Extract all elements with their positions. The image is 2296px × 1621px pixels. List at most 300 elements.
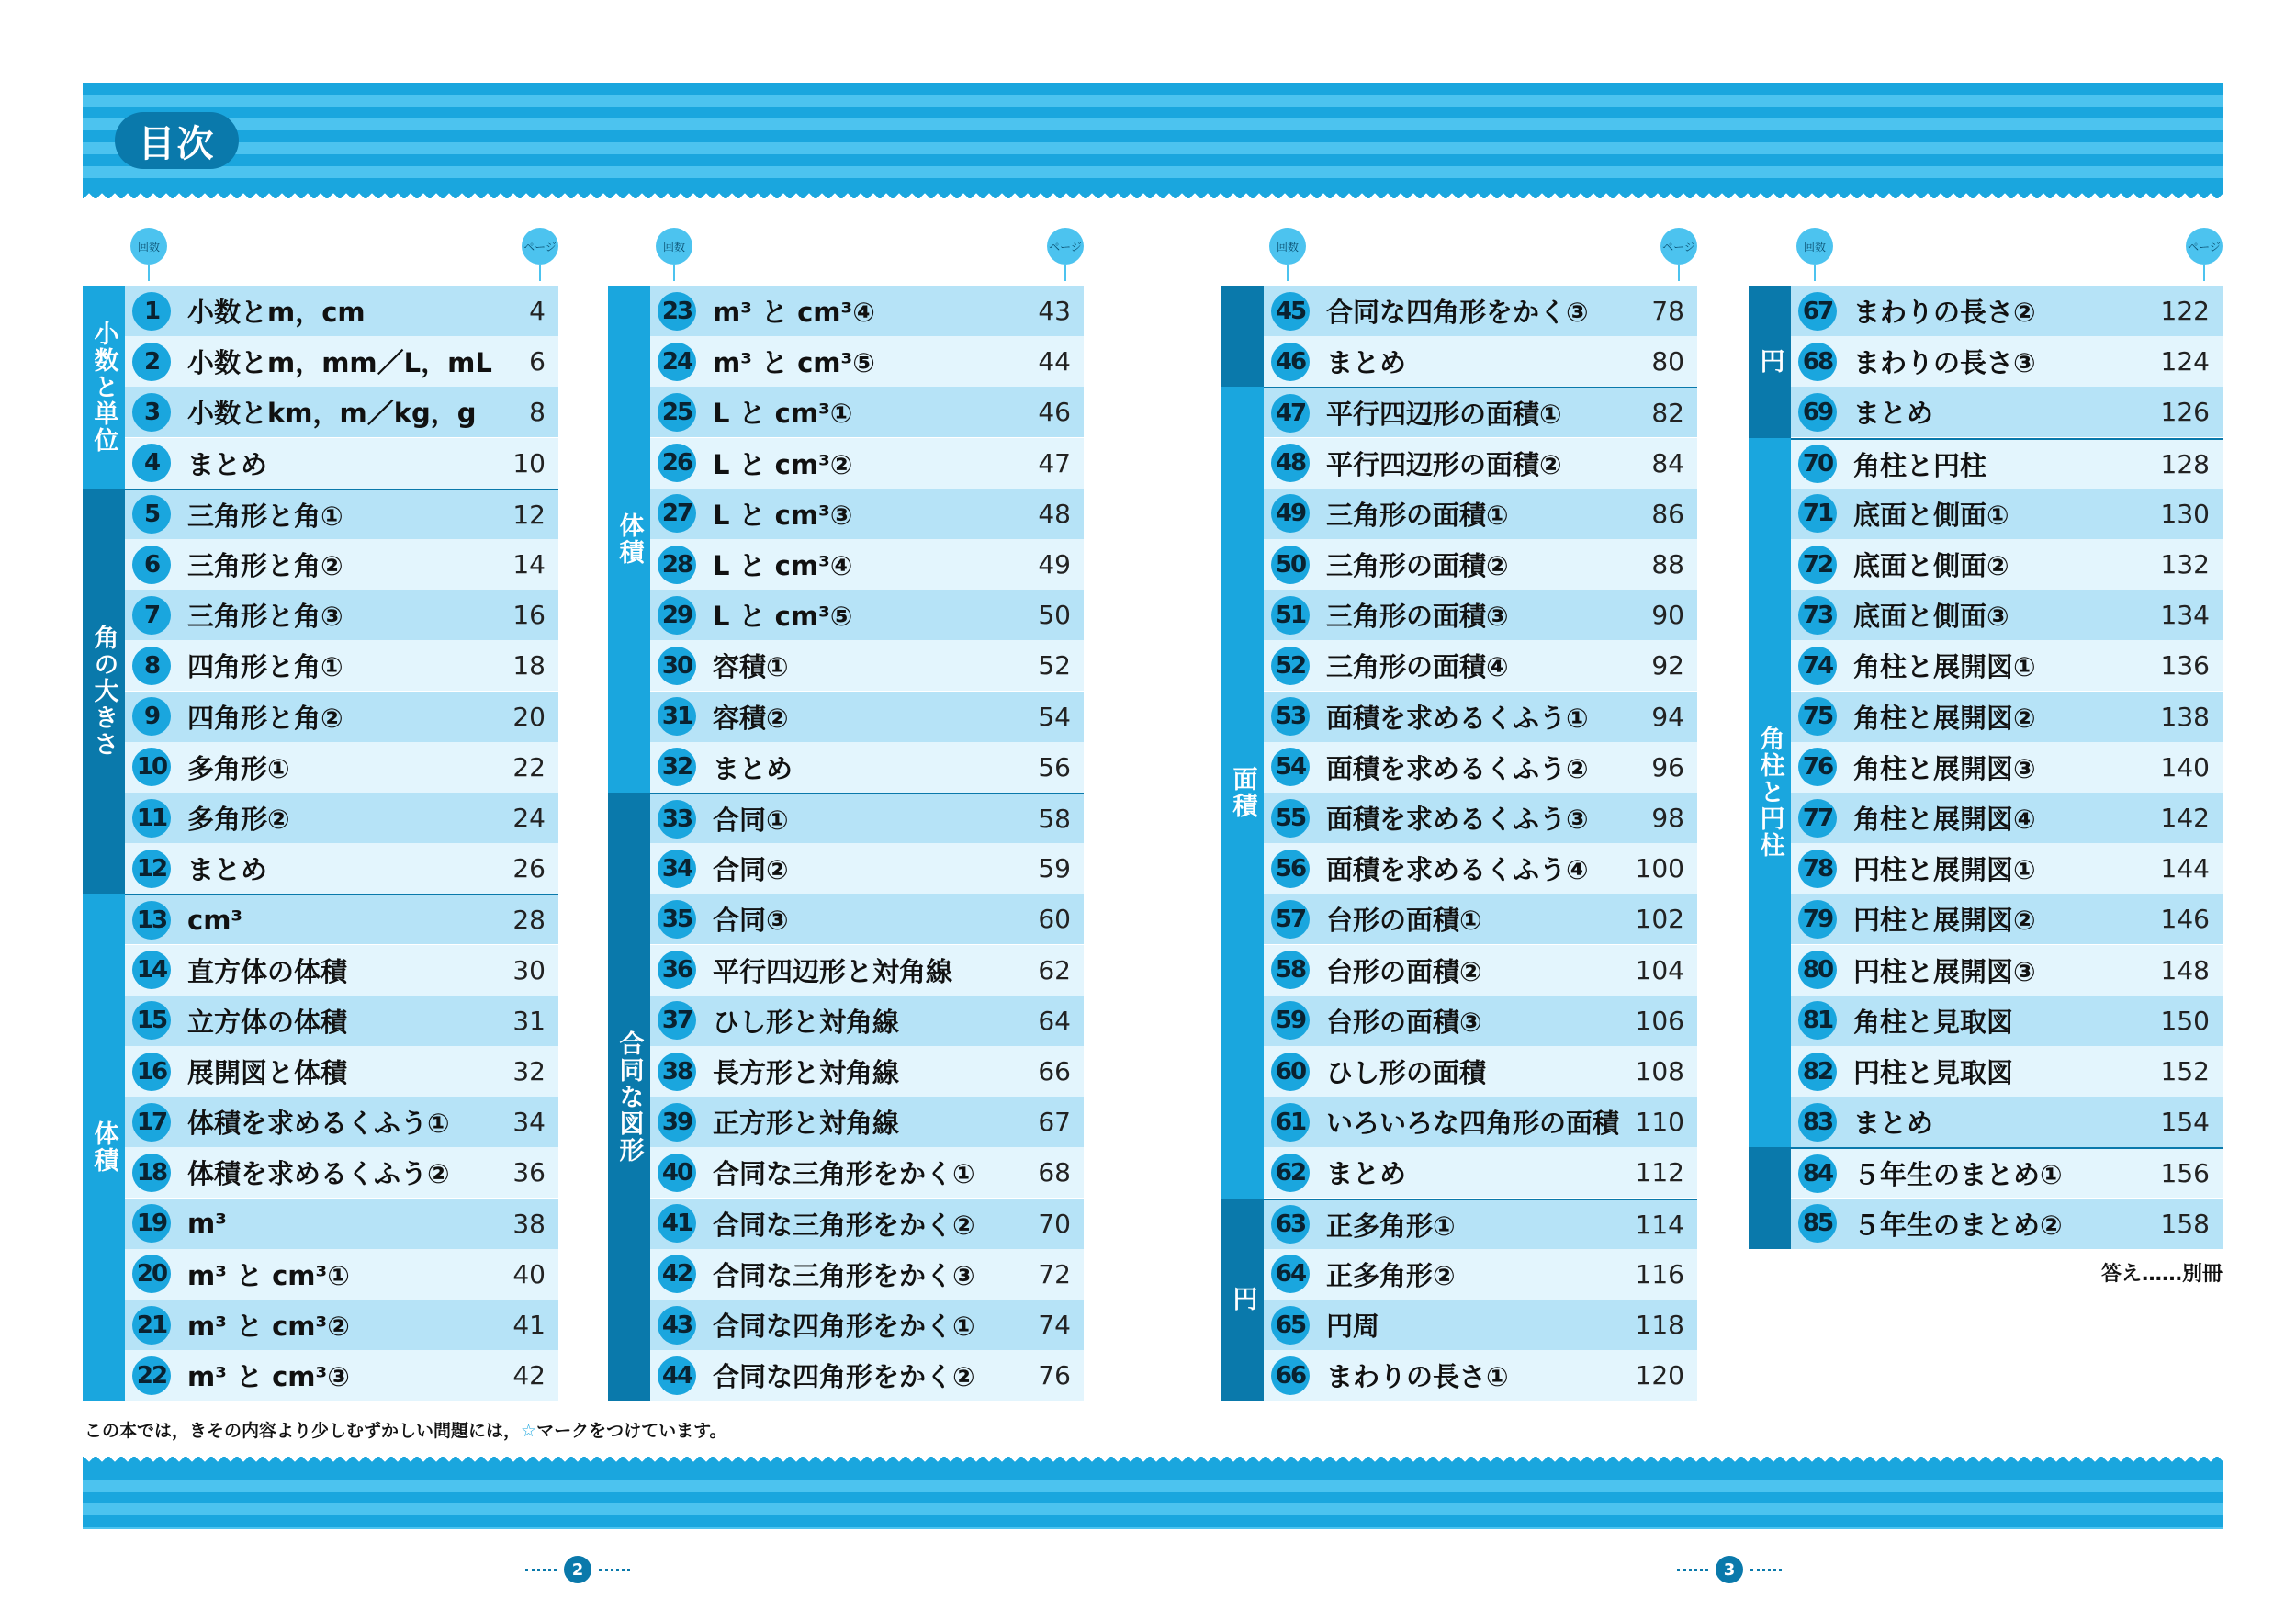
page-ref: 62 (1038, 954, 1071, 985)
lesson-title: 四角形と角② (187, 702, 343, 734)
toc-row (125, 1300, 558, 1350)
lesson-title: ひし形の面積 (1326, 1057, 1487, 1088)
lesson-title: まとめ (187, 448, 268, 480)
page-ref: 150 (2160, 1005, 2210, 1036)
toc-row (1264, 1350, 1697, 1401)
toc-row (1264, 1199, 1697, 1249)
toc-row (650, 692, 1084, 742)
page-number-right (1677, 1556, 1782, 1583)
page-ref: 50 (1038, 600, 1071, 631)
lesson-title: 平行四辺形の面積② (1326, 448, 1562, 480)
toc-row (1791, 387, 2223, 437)
count-header-marker (1269, 228, 1306, 281)
lesson-number: 1 (132, 292, 171, 331)
lesson-number: 38 (658, 1053, 696, 1091)
toc-row (125, 286, 558, 336)
toc-row (1264, 1249, 1697, 1300)
lesson-title: 面積を求めるくふう① (1326, 702, 1589, 734)
lesson-title: 多角形① (187, 752, 290, 784)
lesson-number: 62 (1271, 1154, 1310, 1192)
section-label (83, 286, 125, 489)
page-ref: 110 (1635, 1107, 1684, 1138)
page-header-marker (2186, 228, 2223, 281)
page-ref: 88 (1651, 549, 1684, 580)
lesson-title: L と cm³④ (713, 550, 853, 581)
page-ref: 10 (512, 447, 546, 478)
lesson-number: 33 (658, 800, 696, 839)
page-number: 3 (1716, 1556, 1743, 1583)
page-ref: 108 (1635, 1056, 1684, 1086)
lesson-number: 49 (1271, 494, 1310, 533)
page-ref: 67 (1038, 1107, 1071, 1138)
page-ref: 46 (1038, 397, 1071, 428)
lesson-title: ５年生のまとめ① (1853, 1159, 2063, 1191)
page-ref: 56 (1038, 751, 1071, 782)
lesson-title: 体積を求めるくふう① (187, 1108, 450, 1140)
page-ref: 156 (2160, 1158, 2210, 1189)
lesson-number: 75 (1798, 697, 1837, 736)
toc-row (125, 742, 558, 793)
page-ref: 22 (512, 751, 546, 782)
lesson-title: 平行四辺形の面積① (1326, 399, 1562, 431)
toc-row (650, 894, 1084, 944)
page-header-marker (522, 228, 558, 281)
toc-row (125, 945, 558, 996)
page-ref: 124 (2160, 346, 2210, 377)
lesson-title: 角柱と見取図 (1853, 1006, 2014, 1038)
lesson-title: 立方体の体積 (187, 1006, 348, 1038)
toc-row (1791, 640, 2223, 691)
toc-row (125, 843, 558, 894)
toc-row (650, 996, 1084, 1046)
toc-row (125, 438, 558, 489)
lesson-number: 28 (658, 546, 696, 584)
page-ref: 132 (2160, 549, 2210, 580)
toc-row (1791, 1199, 2223, 1249)
page-ref: 12 (512, 499, 546, 530)
toc-row (650, 438, 1084, 489)
page-ref: 100 (1635, 853, 1684, 884)
lesson-number: 37 (658, 1001, 696, 1040)
lesson-title: m³ と cm³⑤ (713, 347, 875, 379)
lesson-title: 面積を求めるくふう② (1326, 752, 1589, 784)
lesson-title: 展開図と体積 (187, 1057, 348, 1088)
toc-row (125, 1147, 558, 1198)
page-header: ページ (2186, 228, 2223, 265)
lesson-number: 81 (1798, 1001, 1837, 1040)
page-ref: 72 (1038, 1258, 1071, 1289)
page-ref: 114 (1635, 1209, 1684, 1240)
lesson-title: いろいろな四角形の面積 (1326, 1108, 1620, 1140)
toc-row (1264, 1147, 1697, 1198)
lesson-title: まわりの長さ① (1326, 1361, 1509, 1393)
toc-row (1791, 1097, 2223, 1147)
section-label (1749, 286, 1791, 438)
count-header-marker (130, 228, 167, 281)
lesson-title: L と cm³② (713, 448, 853, 480)
lesson-number: 65 (1271, 1306, 1310, 1345)
lesson-title: 多角形② (187, 804, 290, 835)
lesson-number: 5 (132, 495, 171, 534)
page-ref: 24 (512, 803, 546, 833)
lesson-number: 74 (1798, 647, 1837, 685)
lesson-title: L と cm³③ (713, 499, 853, 531)
page-number: 2 (564, 1556, 591, 1583)
section-label-text: 小数と単位 (89, 320, 118, 454)
lesson-number: 54 (1271, 748, 1310, 786)
page-ref: 64 (1038, 1005, 1071, 1036)
page-ref: 106 (1635, 1005, 1684, 1036)
lesson-number: 63 (1271, 1205, 1310, 1244)
toc-row (650, 945, 1084, 996)
page-ref: 34 (512, 1107, 546, 1138)
lesson-number: 52 (1271, 647, 1310, 685)
toc-row (1791, 742, 2223, 793)
page-ref: 43 (1038, 296, 1071, 326)
lesson-title: 正多角形① (1326, 1210, 1456, 1242)
lesson-title: 角柱と円柱 (1853, 449, 1987, 481)
page-ref: 144 (2160, 853, 2210, 884)
section-label-text: 体積 (614, 512, 644, 566)
page-ref: 49 (1038, 549, 1071, 580)
toc-row (650, 1300, 1084, 1350)
lesson-number: 51 (1271, 596, 1310, 635)
lesson-title: L と cm³⑤ (713, 601, 853, 633)
lesson-number: 85 (1798, 1204, 1837, 1243)
lesson-title: まわりの長さ② (1853, 297, 2036, 328)
toc-row (125, 793, 558, 843)
lesson-number: 10 (132, 748, 171, 786)
toc-row (650, 590, 1084, 640)
page-ref: 154 (2160, 1107, 2210, 1138)
page-ref: 28 (512, 905, 546, 936)
section-label (1221, 387, 1264, 1198)
page-ref: 68 (1038, 1157, 1071, 1188)
page-ref: 120 (1635, 1360, 1684, 1391)
page-title: 目次 (115, 112, 239, 169)
toc-row (1791, 539, 2223, 590)
page-ref: 36 (512, 1157, 546, 1188)
lesson-number: 2 (132, 343, 171, 381)
toc-row (125, 996, 558, 1046)
lesson-number: 66 (1271, 1356, 1310, 1395)
lesson-title: m³ と cm³② (187, 1311, 350, 1342)
lesson-number: 40 (658, 1154, 696, 1192)
lesson-number: 44 (658, 1356, 696, 1395)
toc-row (1264, 945, 1697, 996)
star-icon: ☆ (521, 1421, 537, 1441)
page-ref: 41 (512, 1310, 546, 1340)
lesson-title: まとめ (1326, 347, 1407, 379)
section-label (1749, 1147, 1791, 1248)
toc-row (1264, 742, 1697, 793)
page-ref: 52 (1038, 650, 1071, 681)
lesson-number: 43 (658, 1306, 696, 1345)
page-ref: 96 (1651, 751, 1684, 782)
lesson-number: 79 (1798, 900, 1837, 939)
toc-row (1264, 336, 1697, 387)
page-ref: 128 (2160, 448, 2210, 479)
lesson-title: 正多角形② (1326, 1259, 1456, 1291)
lesson-title: 正方形と対角線 (713, 1108, 900, 1140)
lesson-title: 面積を求めるくふう④ (1326, 854, 1589, 886)
page-ref: 16 (512, 600, 546, 631)
page-header-marker (1047, 228, 1084, 281)
footer-note-text: この本では，きその内容より少しむずかしい問題には， (84, 1421, 522, 1441)
section-label (83, 489, 125, 895)
lesson-title: 四角形と角① (187, 651, 343, 683)
lesson-number: 46 (1271, 343, 1310, 381)
toc-row (125, 1046, 558, 1097)
page-ref: 118 (1635, 1310, 1684, 1340)
lesson-number: 22 (132, 1356, 171, 1395)
page-number-left (525, 1556, 630, 1583)
section-label-text: 面積 (1228, 765, 1257, 819)
page-ref: 134 (2160, 600, 2210, 631)
lesson-title: 台形の面積① (1326, 905, 1482, 937)
lesson-number: 7 (132, 596, 171, 635)
toc-row (125, 336, 558, 387)
lesson-number: 82 (1798, 1053, 1837, 1091)
lesson-title: 三角形と角② (187, 550, 343, 581)
footer-note (84, 1417, 727, 1442)
lesson-title: 平行四辺形と対角線 (713, 955, 953, 987)
lesson-title: 角柱と展開図① (1853, 651, 2036, 683)
toc-row (1264, 286, 1697, 336)
toc-row (1264, 489, 1697, 539)
lesson-number: 24 (658, 343, 696, 381)
lesson-number: 31 (658, 697, 696, 736)
lesson-number: 3 (132, 393, 171, 432)
lesson-number: 47 (1271, 394, 1310, 433)
page-ref: 26 (512, 853, 546, 884)
lesson-number: 50 (1271, 546, 1310, 584)
section-label (1749, 438, 1791, 1148)
section-label-text: 円 (1228, 1286, 1257, 1313)
lesson-number: 77 (1798, 799, 1837, 838)
lesson-title: 三角形の面積② (1326, 550, 1509, 581)
toc-row (1791, 1046, 2223, 1097)
lesson-title: 体積を求めるくふう② (187, 1158, 450, 1190)
page-ref: 78 (1651, 296, 1684, 326)
lesson-number: 58 (1271, 951, 1310, 989)
lesson-title: 直方体の体積 (187, 955, 348, 987)
lesson-title: 合同な四角形をかく① (713, 1311, 975, 1342)
lesson-title: 小数とkm，m／kg，g (187, 398, 477, 430)
lesson-title: 三角形の面積① (1326, 499, 1509, 531)
section-label-text: 合同な図形 (614, 1030, 644, 1164)
lesson-number: 84 (1798, 1154, 1837, 1193)
toc-row (1264, 1300, 1697, 1350)
lesson-number: 78 (1798, 850, 1837, 888)
toc-row (650, 742, 1084, 793)
count-header: 回数 (1269, 228, 1306, 265)
lesson-number: 18 (132, 1154, 171, 1192)
page-ref: 104 (1635, 954, 1684, 985)
lesson-number: 25 (658, 393, 696, 432)
lesson-title: 合同な三角形をかく② (713, 1209, 975, 1241)
lesson-number: 60 (1271, 1053, 1310, 1091)
section-label-text: 角の大きさ (89, 625, 118, 759)
lesson-number: 27 (658, 494, 696, 533)
lesson-title: まとめ (187, 854, 268, 886)
lesson-title: 底面と側面② (1853, 550, 2009, 581)
lesson-number: 11 (132, 799, 171, 838)
lesson-number: 67 (1798, 292, 1837, 331)
lesson-number: 41 (658, 1204, 696, 1243)
lesson-number: 20 (132, 1255, 171, 1293)
toc-row (1791, 336, 2223, 387)
page-ref: 54 (1038, 701, 1071, 732)
page-header-marker (1660, 228, 1697, 281)
lesson-title: m³ と cm³④ (713, 297, 875, 328)
lesson-title: 円柱と展開図② (1853, 905, 2036, 937)
lesson-number: 56 (1271, 850, 1310, 888)
toc-row (1791, 945, 2223, 996)
toc-row (125, 590, 558, 640)
bottom-stripe-band (83, 1468, 2223, 1529)
section-label-text: 体積 (89, 1120, 118, 1175)
lesson-number: 29 (658, 596, 696, 635)
page-ref: 158 (2160, 1208, 2210, 1239)
lesson-number: 39 (658, 1103, 696, 1142)
toc-row (1791, 438, 2223, 489)
page-ref: 4 (529, 296, 546, 326)
toc-row (650, 1350, 1084, 1401)
lesson-number: 12 (132, 850, 171, 888)
toc-row (650, 539, 1084, 590)
page-ref: 48 (1038, 498, 1071, 529)
page-ref: 40 (512, 1258, 546, 1289)
lesson-number: 34 (658, 850, 696, 888)
toc-row (1791, 489, 2223, 539)
lesson-number: 70 (1798, 445, 1837, 483)
section-label-text: 角柱と円柱 (1755, 726, 1784, 860)
page-ref: 8 (529, 397, 546, 428)
count-header: 回数 (130, 228, 167, 265)
toc-row (1264, 640, 1697, 691)
lesson-title: 台形の面積② (1326, 955, 1482, 987)
toc-row (1264, 387, 1697, 437)
lesson-title: まとめ (1853, 398, 1934, 430)
toc-row (1791, 590, 2223, 640)
page-ref: 42 (512, 1360, 546, 1391)
section-label (1221, 1199, 1264, 1401)
section-label (608, 793, 650, 1401)
lesson-title: 合同② (713, 854, 789, 886)
lesson-title: 合同③ (713, 905, 789, 937)
page-ref: 146 (2160, 904, 2210, 935)
lesson-title: 合同な三角形をかく③ (713, 1259, 975, 1291)
lesson-title: m³ と cm³① (187, 1259, 350, 1291)
toc-row (650, 336, 1084, 387)
section-label (1221, 286, 1264, 387)
toc-row (1264, 590, 1697, 640)
toc-row (1264, 1097, 1697, 1147)
toc-row (650, 843, 1084, 894)
toc-row (650, 1249, 1084, 1300)
toc-row (650, 387, 1084, 437)
page-ref: 38 (512, 1208, 546, 1239)
page-ref: 66 (1038, 1056, 1071, 1086)
lesson-title: 角柱と展開図④ (1853, 804, 2036, 835)
page-ref: 98 (1651, 803, 1684, 833)
lesson-title: 角柱と展開図③ (1853, 752, 2036, 784)
toc-row (650, 1097, 1084, 1147)
page-ref: 14 (512, 549, 546, 580)
page-ref: 18 (512, 650, 546, 681)
lesson-number: 35 (658, 900, 696, 939)
toc-row (1264, 692, 1697, 742)
toc-row (125, 1350, 558, 1401)
toc-row (125, 692, 558, 742)
lesson-title: 三角形の面積③ (1326, 601, 1509, 633)
toc-row (125, 1249, 558, 1300)
lesson-number: 57 (1271, 900, 1310, 939)
lesson-title: 円柱と見取図 (1853, 1057, 2014, 1088)
lesson-title: 合同な四角形をかく② (713, 1361, 975, 1393)
lesson-title: 長方形と対角線 (713, 1057, 900, 1088)
page-ref: 80 (1651, 346, 1684, 377)
lesson-title: 容積① (713, 651, 789, 683)
lesson-number: 8 (132, 647, 171, 685)
toc-row (125, 489, 558, 539)
lesson-number: 26 (658, 444, 696, 482)
page-ref: 140 (2160, 751, 2210, 782)
lesson-title: まとめ (1853, 1108, 1934, 1140)
page-ref: 136 (2160, 650, 2210, 681)
page-ref: 148 (2160, 954, 2210, 985)
lesson-title: L と cm³① (713, 398, 853, 430)
page-ref: 126 (2160, 397, 2210, 428)
page-ref: 102 (1635, 904, 1684, 935)
lesson-number: 83 (1798, 1103, 1837, 1142)
lesson-number: 64 (1271, 1255, 1310, 1293)
lesson-number: 19 (132, 1204, 171, 1243)
page-ref: 74 (1038, 1310, 1071, 1340)
lesson-title: まとめ (713, 752, 793, 784)
toc-row (125, 894, 558, 944)
lesson-title: 角柱と展開図② (1853, 702, 2036, 734)
toc-row (650, 1147, 1084, 1198)
lesson-number: 16 (132, 1053, 171, 1091)
lesson-title: 小数とm，cm (187, 297, 366, 328)
count-header: 回数 (1796, 228, 1833, 265)
lesson-title: 面積を求めるくふう③ (1326, 804, 1589, 835)
toc-row (1264, 539, 1697, 590)
lesson-number: 45 (1271, 292, 1310, 331)
page-ref: 92 (1651, 650, 1684, 681)
lesson-number: 17 (132, 1103, 171, 1142)
lesson-title: 円周 (1326, 1311, 1380, 1342)
section-label (608, 286, 650, 793)
count-header: 回数 (656, 228, 692, 265)
page-ref: 82 (1651, 398, 1684, 429)
toc-row (1264, 793, 1697, 843)
lesson-title: 合同な三角形をかく① (713, 1158, 975, 1190)
lesson-number: 55 (1271, 799, 1310, 838)
toc-row (125, 1097, 558, 1147)
toc-row (650, 489, 1084, 539)
page-ref: 32 (512, 1056, 546, 1086)
lesson-title: ひし形と対角線 (713, 1006, 900, 1038)
page-header: ページ (1660, 228, 1697, 265)
lesson-title: cm³ (187, 904, 243, 936)
lesson-title: 底面と側面① (1853, 499, 2009, 531)
page-ref: 31 (512, 1005, 546, 1036)
toc-row (650, 286, 1084, 336)
lesson-number: 68 (1798, 343, 1837, 381)
